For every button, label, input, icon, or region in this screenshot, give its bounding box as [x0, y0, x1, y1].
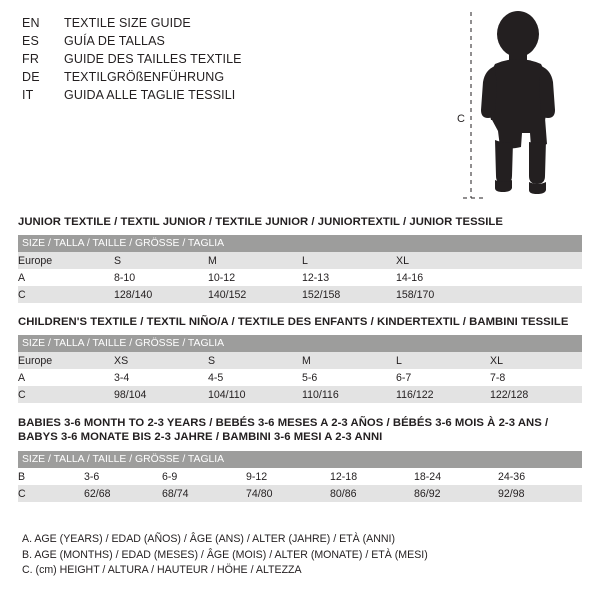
table-junior-textile: [18, 235, 582, 303]
column-header-l: L: [396, 352, 490, 369]
language-title-it: GUIDA ALLE TAGLIE TESSILI: [64, 88, 236, 102]
cell: 116/122: [396, 386, 490, 403]
column-header-europe: Europe: [18, 352, 114, 369]
cell: 140/152: [208, 286, 302, 303]
cell: 24-36: [498, 468, 582, 485]
cell: 92/98: [498, 485, 582, 502]
legend-item-a: A. AGE (YEARS) / EDAD (AÑOS) / ÂGE (ANS) / ALTER (JAHRE) / ETÀ (ANNI): [22, 533, 395, 545]
cell: 104/110: [208, 386, 302, 403]
table-head-label: SIZE / TALLA / TAILLE / GRÖSSE / TAGLIA: [18, 451, 582, 468]
row-label-c: C: [18, 386, 114, 403]
column-header-xl: XL: [490, 352, 582, 369]
language-code-fr: FR: [22, 52, 40, 66]
cell: 4-5: [208, 369, 302, 386]
height-label-c: C: [457, 113, 465, 125]
section-babies-textile: [18, 416, 582, 502]
language-row-de: [22, 68, 452, 86]
table-row: [18, 369, 582, 386]
cell: 12-13: [302, 269, 396, 286]
table-row: [18, 485, 582, 502]
language-header: [22, 14, 452, 104]
language-code-es: ES: [22, 34, 40, 48]
cell: 8-10: [114, 269, 208, 286]
cell: 6-9: [162, 468, 246, 485]
cell: 7-8: [490, 369, 582, 386]
language-title-fr: GUIDE DES TAILLES TEXTILE: [64, 52, 242, 66]
cell: 152/158: [302, 286, 396, 303]
row-label-a: A: [18, 369, 114, 386]
cell: 86/92: [414, 485, 498, 502]
language-code-en: EN: [22, 16, 40, 30]
language-row-it: [22, 86, 452, 104]
cell: 9-12: [246, 468, 330, 485]
table-row: [18, 286, 582, 303]
cell: 12-18: [330, 468, 414, 485]
column-header-s: S: [114, 252, 208, 269]
silhouette-body: [481, 11, 555, 194]
cell: 14-16: [396, 269, 490, 286]
table-childrens-textile: [18, 335, 582, 403]
language-title-es: GUÍA DE TALLAS: [64, 34, 165, 48]
section-junior-textile: [18, 216, 582, 303]
column-header-xl: XL: [396, 252, 490, 269]
column-header-m: M: [302, 352, 396, 369]
table-head-row: [18, 451, 582, 468]
table-head-label: SIZE / TALLA / TAILLE / GRÖSSE / TAGLIA: [18, 335, 582, 352]
measurement-figure: [455, 8, 590, 203]
language-code-de: DE: [22, 70, 40, 84]
cell: 62/68: [84, 485, 162, 502]
row-label-a: A: [18, 269, 114, 286]
language-title-de: TEXTILGRÖßENFÜHRUNG: [64, 70, 225, 84]
language-row-fr: [22, 50, 452, 68]
language-title-en: TEXTILE SIZE GUIDE: [64, 16, 191, 30]
table-row: [18, 252, 582, 269]
section-title-babies-line2: BABYS 3-6 MONATE BIS 2-3 JAHRE / BAMBINI 3-6 MESI A 2-3 ANNI: [18, 431, 383, 443]
table-row: [18, 352, 582, 369]
legend-item-c: C. (cm) HEIGHT / ALTURA / HAUTEUR / HÖHE / ALTEZZA: [22, 564, 302, 576]
section-title-babies-line1: BABIES 3-6 MONTH TO 2-3 YEARS / BEBÉS 3-6 MESES A 2-3 AÑOS / BÉBÉS 3-6 MOIS À 2-3 ANS /: [18, 417, 549, 429]
table-row: [18, 386, 582, 403]
cell: 10-12: [208, 269, 302, 286]
cell: 128/140: [114, 286, 208, 303]
cell: 6-7: [396, 369, 490, 386]
cell: 18-24: [414, 468, 498, 485]
cell: 74/80: [246, 485, 330, 502]
cell: 98/104: [114, 386, 208, 403]
toddler-silhouette-icon: [455, 8, 590, 203]
section-title-babies: [18, 416, 582, 444]
table-head-row: [18, 335, 582, 352]
legend-item-b: B. AGE (MONTHS) / EDAD (MESES) / ÂGE (MOIS) / ALTER (MONATE) / ETÀ (MESI): [22, 548, 428, 561]
table-babies-textile: [18, 451, 582, 502]
cell: 80/86: [330, 485, 414, 502]
cell: 68/74: [162, 485, 246, 502]
cell: 158/170: [396, 286, 490, 303]
column-header-europe: Europe: [18, 252, 114, 269]
column-header-s: S: [208, 352, 302, 369]
column-header-l: L: [302, 252, 396, 269]
cell: 110/116: [302, 386, 396, 403]
language-row-en: [22, 14, 452, 32]
table-head-label: SIZE / TALLA / TAILLE / GRÖSSE / TAGLIA: [18, 235, 582, 252]
cell: 3-6: [84, 468, 162, 485]
column-header-xs: XS: [114, 352, 208, 369]
cell: 3-4: [114, 369, 208, 386]
cell: 122/128: [490, 386, 582, 403]
language-row-es: [22, 32, 452, 50]
legend: [22, 532, 582, 579]
row-label-c: C: [18, 286, 114, 303]
table-row: [18, 468, 582, 485]
table-head-row: [18, 235, 582, 252]
row-label-b: B: [18, 468, 84, 485]
language-code-it: IT: [22, 88, 34, 102]
column-header-m: M: [208, 252, 302, 269]
section-title-children: CHILDREN'S TEXTILE / TEXTIL NIÑO/A / TEXTILE DES ENFANTS / KINDERTEXTIL / BAMBINI TESSILE: [18, 316, 569, 328]
section-childrens-textile: [18, 316, 582, 403]
table-row: [18, 269, 582, 286]
cell: 5-6: [302, 369, 396, 386]
section-title-junior: JUNIOR TEXTILE / TEXTIL JUNIOR / TEXTILE JUNIOR / JUNIORTEXTIL / JUNIOR TESSILE: [18, 216, 503, 228]
row-label-c: C: [18, 485, 84, 502]
